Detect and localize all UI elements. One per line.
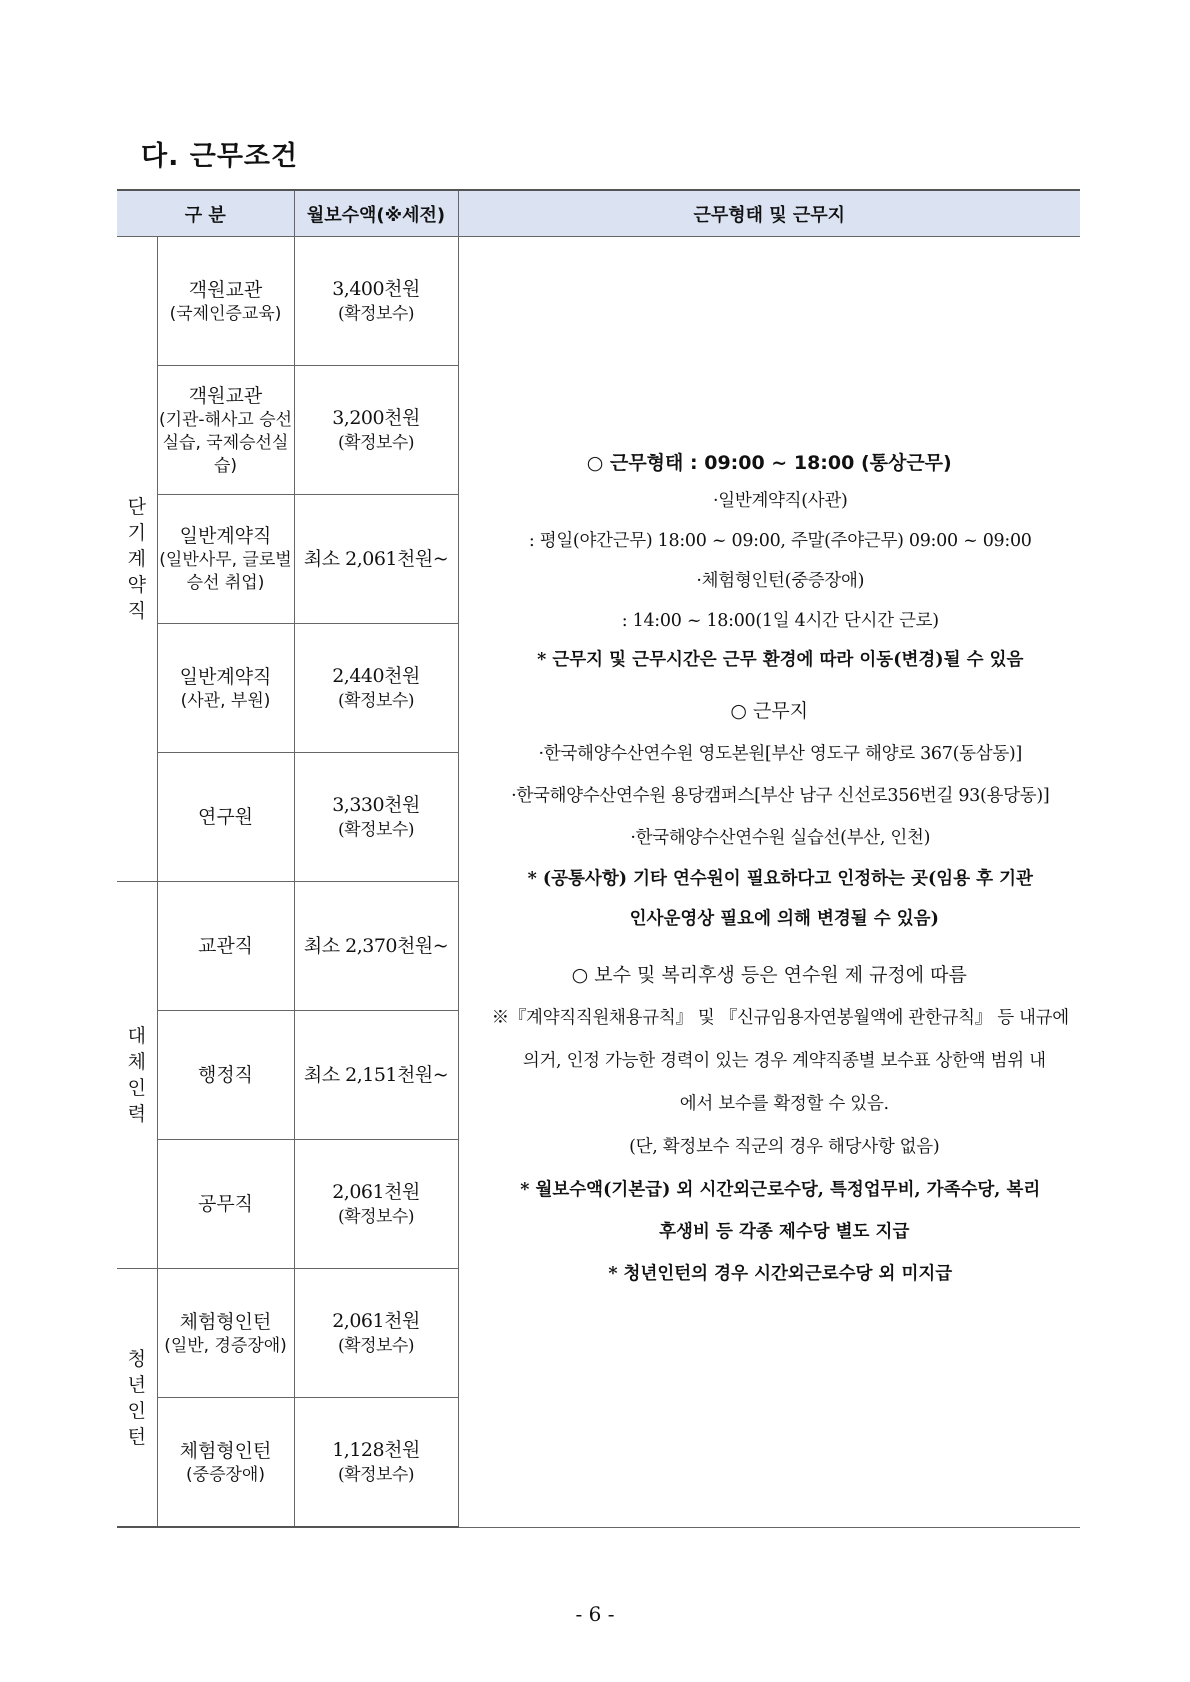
work-form-note: * 근무지 및 근무시간은 근무 환경에 따라 이동(변경)될 수 있음 bbox=[537, 650, 1024, 670]
pay-welfare-note: 후생비 등 각종 제수당 별도 지급 bbox=[659, 1222, 910, 1242]
pay-amount: 최소 2,151천원~ bbox=[303, 1064, 449, 1086]
pay-note: (확정보수) bbox=[338, 820, 414, 840]
pay-amount: 최소 2,061천원~ bbox=[303, 548, 449, 570]
pay-note: (확정보수) bbox=[338, 304, 414, 324]
position-cell bbox=[157, 882, 294, 1011]
position-cell bbox=[157, 495, 294, 624]
position-cell bbox=[157, 1269, 294, 1398]
pay-cell bbox=[294, 237, 458, 366]
pay-welfare-note: * 청년인턴의 경우 시간외근로수당 외 미지급 bbox=[608, 1264, 953, 1284]
position-name: 체험형인턴 bbox=[179, 1310, 272, 1333]
pay-cell bbox=[294, 753, 458, 882]
pay-amount: 2,061천원 bbox=[332, 1181, 420, 1203]
position-detail: (일반, 경증장애) bbox=[164, 1335, 287, 1356]
header-monthly-pay: 월보수액(※세전) bbox=[294, 190, 458, 237]
group-label: 대체인력 bbox=[127, 1025, 146, 1125]
pay-note: (확정보수) bbox=[338, 1336, 414, 1356]
pay-welfare-para: 의거, 인정 가능한 경력이 있는 경우 계약직종별 보수표 상한액 범위 내 bbox=[522, 1051, 1046, 1071]
workplace-note: 인사운영상 필요에 의해 변경될 수 있음) bbox=[629, 909, 939, 929]
workplace-line: ·한국해양수산연수원 용당캠퍼스[부산 남구 신선로356번길 93(용당동)] bbox=[511, 786, 1050, 806]
work-form-line: : 평일(야간근무) 18:00 ~ 09:00, 주말(주야근무) 09:00 ~ 09:00 bbox=[528, 531, 1032, 551]
table-header-row bbox=[117, 190, 1080, 237]
work-form-line: : 14:00 ~ 18:00(1일 4시간 단시간 근로) bbox=[621, 611, 939, 631]
workplace-heading: ○ 근무지 bbox=[730, 700, 809, 722]
pay-cell bbox=[294, 1269, 458, 1398]
pay-note: (확정보수) bbox=[338, 691, 414, 711]
pay-cell bbox=[294, 1140, 458, 1269]
workplace-line: ·한국해양수산연수원 영도본원[부산 영도구 해양로 367(동삼동)] bbox=[538, 744, 1022, 764]
pay-welfare-heading: ○ 보수 및 복리후생 등은 연수원 제 규정에 따름 bbox=[571, 964, 967, 986]
position-detail: (중증장애) bbox=[186, 1464, 265, 1485]
pay-amount: 3,400천원 bbox=[332, 278, 420, 300]
group-label: 청년인턴 bbox=[127, 1347, 146, 1448]
pay-cell bbox=[294, 495, 458, 624]
pay-cell bbox=[294, 624, 458, 753]
position-name: 객원교관 bbox=[188, 278, 263, 301]
pay-amount: 3,200천원 bbox=[332, 407, 420, 429]
header-work-form-place: 근무형태 및 근무지 bbox=[458, 190, 1080, 237]
position-name: 공무직 bbox=[197, 1193, 254, 1215]
position-cell bbox=[157, 624, 294, 753]
group-short-term-contract bbox=[117, 237, 157, 882]
pay-amount: 1,128천원 bbox=[332, 1439, 420, 1461]
pay-amount: 2,061천원 bbox=[332, 1310, 420, 1332]
work-conditions-table bbox=[117, 189, 1080, 1528]
position-detail: (기관-해사고 승선실습, 국제승선실습) bbox=[158, 409, 293, 476]
pay-cell bbox=[294, 1011, 458, 1140]
work-form-heading: ○ 근무형태 : 09:00 ~ 18:00 (통상근무) bbox=[586, 452, 952, 474]
position-cell bbox=[157, 366, 294, 495]
group-youth-intern bbox=[117, 1269, 157, 1528]
table-row bbox=[117, 237, 1080, 366]
pay-amount: 3,330천원 bbox=[332, 794, 420, 816]
pay-amount: 2,440천원 bbox=[332, 665, 420, 687]
position-cell bbox=[157, 753, 294, 882]
workplace-line: ·한국해양수산연수원 실습선(부산, 인천) bbox=[630, 828, 931, 848]
pay-amount: 최소 2,370천원~ bbox=[303, 935, 449, 957]
pay-cell bbox=[294, 1398, 458, 1528]
position-name: 체험형인턴 bbox=[179, 1439, 272, 1462]
position-detail: (사관, 부원) bbox=[180, 690, 271, 711]
group-substitute-staff bbox=[117, 882, 157, 1269]
position-name: 객원교관 bbox=[188, 384, 263, 407]
position-name: 행정직 bbox=[197, 1064, 254, 1086]
group-label: 단기계약직 bbox=[127, 496, 146, 622]
position-cell bbox=[157, 1398, 294, 1528]
work-form-line: ·일반계약직(사관) bbox=[712, 491, 848, 511]
position-name: 일반계약직 bbox=[179, 525, 272, 547]
pay-note: (확정보수) bbox=[338, 1207, 414, 1227]
position-name: 교관직 bbox=[197, 935, 254, 957]
workplace-note: * (공통사항) 기타 연수원이 필요하다고 인정하는 곳(임용 후 기관 bbox=[527, 869, 1033, 889]
page-number: - 6 - bbox=[575, 1602, 615, 1626]
position-cell bbox=[157, 237, 294, 366]
pay-cell bbox=[294, 366, 458, 495]
position-name: 일반계약직 bbox=[179, 665, 272, 688]
pay-cell bbox=[294, 882, 458, 1011]
pay-welfare-para: 에서 보수를 확정할 수 있음. bbox=[679, 1094, 889, 1114]
section-title: 다. 근무조건 bbox=[141, 141, 299, 172]
pay-note: (확정보수) bbox=[338, 1465, 414, 1485]
work-form-line: ·체험형인턴(중증장애) bbox=[696, 571, 865, 591]
description-cell bbox=[458, 237, 1080, 1528]
position-cell bbox=[157, 1140, 294, 1269]
position-detail: (일반사무, 글로벌승선 취업) bbox=[159, 550, 292, 593]
position-cell bbox=[157, 1011, 294, 1140]
header-category: 구 분 bbox=[117, 190, 294, 237]
position-detail: (국제인증교육) bbox=[169, 303, 282, 324]
pay-welfare-para: (단, 확정보수 직군의 경우 해당사항 없음) bbox=[629, 1137, 940, 1157]
pay-welfare-para: ※『계약직직원채용규칙』 및 『신규임용자연봉월액에 관한규칙』 등 내규에 bbox=[491, 1008, 1069, 1028]
pay-welfare-note: * 월보수액(기본급) 외 시간외근로수당, 특정업무비, 가족수당, 복리 bbox=[520, 1180, 1041, 1200]
pay-note: (확정보수) bbox=[338, 433, 414, 453]
position-name: 연구원 bbox=[197, 806, 254, 828]
